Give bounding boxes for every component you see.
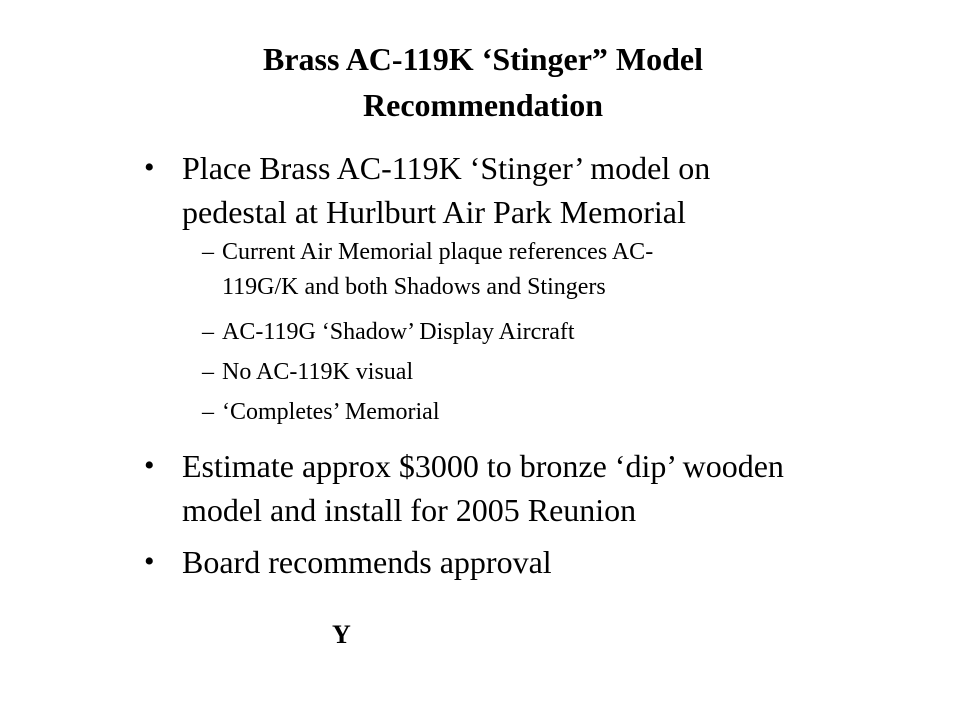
slide-title bbox=[0, 36, 960, 128]
dash-icon: – bbox=[202, 359, 214, 385]
dash-icon: – bbox=[202, 239, 214, 265]
bullet-text-line: Place Brass AC-119K ‘Stinger’ model on bbox=[182, 150, 711, 186]
bullet-icon: • bbox=[144, 449, 155, 482]
bullet-item-place-model bbox=[144, 146, 711, 234]
bullet-text-line: model and install for 2005 Reunion bbox=[182, 492, 637, 528]
bullet-icon: • bbox=[144, 151, 155, 184]
dash-icon: – bbox=[202, 319, 214, 345]
slide-title-line-2: Recommendation bbox=[363, 87, 603, 123]
bullet-icon: • bbox=[144, 545, 155, 578]
sub-text-line: Current Air Memorial plaque references AC- bbox=[222, 239, 654, 265]
sub-text-line: ‘Completes’ Memorial bbox=[222, 399, 440, 425]
sub-item-shadow-display bbox=[202, 315, 575, 350]
footer-letter: Y bbox=[332, 620, 351, 649]
bullet-text-line: pedestal at Hurlburt Air Park Memorial bbox=[182, 194, 686, 230]
sub-text-line: No AC-119K visual bbox=[222, 359, 414, 385]
sub-item-plaque bbox=[202, 235, 654, 305]
bullet-item-board bbox=[144, 540, 552, 584]
sub-text-line: 119G/K and both Shadows and Stingers bbox=[222, 274, 606, 300]
bullet-item-estimate bbox=[144, 444, 784, 532]
sub-item-no-visual bbox=[202, 355, 414, 390]
sub-text-line: AC-119G ‘Shadow’ Display Aircraft bbox=[222, 319, 575, 345]
bullet-text-line: Estimate approx $3000 to bronze ‘dip’ wooden bbox=[182, 448, 784, 484]
bullet-text-line: Board recommends approval bbox=[182, 544, 552, 580]
dash-icon: – bbox=[202, 399, 214, 425]
sub-item-completes bbox=[202, 395, 440, 430]
slide-title-line-1: Brass AC-119K ‘Stinger” Model bbox=[263, 41, 703, 77]
